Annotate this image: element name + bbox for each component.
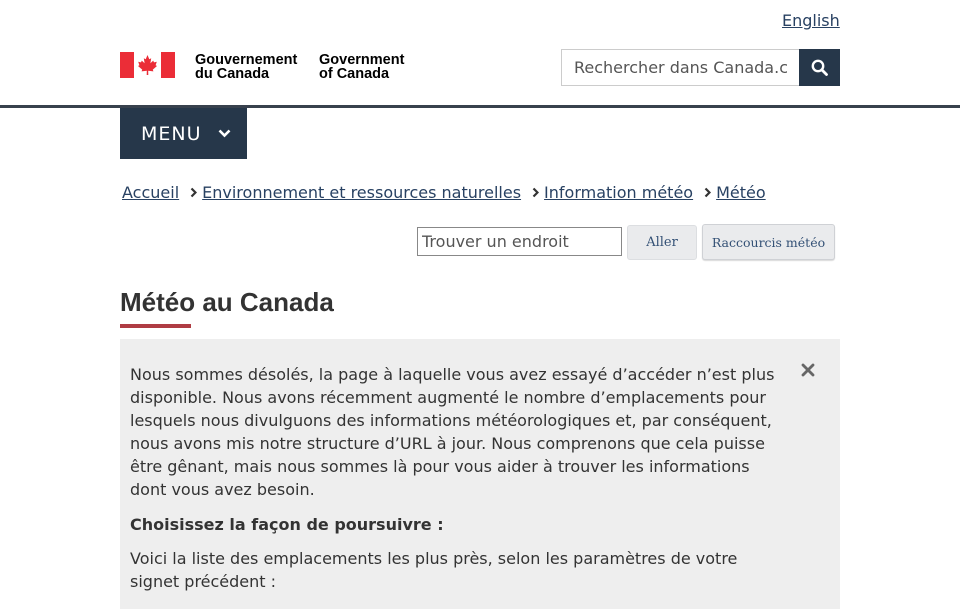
chevron-down-icon [218, 129, 231, 138]
site-search [561, 49, 840, 86]
breadcrumb-item [521, 183, 693, 202]
signature-fr-line2: du Canada [195, 66, 270, 82]
signature-en-line2: of Canada [319, 66, 390, 82]
search-icon [811, 59, 828, 76]
signature-fr-line1: Gouvernement [195, 52, 298, 68]
notice-message: Nous sommes désolés, la page à laquelle vous avez essayé d’accéder n’est plus disponible. Nous avons récemment augmenté le nombre d’emplacements pour lesquels nous divulguons des informations météorologiques et, par conséquent, nous avons mis notre structure d’URL à jour. Nous comprenons que cela puisse être gênant, mais nous sommes là pour vous aider à trouver les informations dont vous avez besoin. [130, 365, 775, 499]
breadcrumb-link-weather-info[interactable]: Information météo [544, 183, 694, 202]
breadcrumb-item [179, 183, 521, 202]
chevron-right-icon [704, 187, 711, 198]
title-underline [120, 324, 191, 328]
go-button[interactable]: Aller [627, 225, 697, 260]
close-button[interactable] [800, 361, 816, 379]
site-search-input[interactable] [561, 49, 799, 86]
location-search-input[interactable] [417, 227, 622, 256]
page-title: Météo au Canada [120, 287, 334, 317]
site-search-button[interactable] [799, 49, 840, 86]
language-toggle-link[interactable]: English [782, 11, 840, 30]
weather-shortcuts-button[interactable]: Raccourcis météo [702, 224, 835, 260]
breadcrumb-link-home[interactable]: Accueil [122, 183, 180, 202]
chevron-right-icon [532, 187, 539, 198]
breadcrumb-item [693, 183, 766, 202]
chevron-right-icon [190, 187, 197, 198]
breadcrumb [122, 183, 766, 202]
notice-locations-intro: Voici la liste des emplacements les plus près, selon les paramètres de votre signet précédent : [130, 549, 738, 591]
breadcrumb-link-environment[interactable]: Environnement et ressources naturelles [202, 183, 522, 202]
main-menu-button[interactable] [120, 108, 247, 159]
close-icon [801, 363, 815, 377]
government-signature[interactable] [120, 52, 405, 82]
breadcrumb-item [122, 183, 179, 202]
signature-french [195, 53, 297, 81]
canada-flag-icon [120, 52, 175, 78]
signature-english [319, 53, 404, 81]
signature-en-line1: Government [319, 52, 405, 68]
menu-label: MENU [141, 122, 202, 145]
notice-heading: Choisissez la façon de poursuivre : [130, 515, 444, 534]
breadcrumb-link-weather[interactable]: Météo [716, 183, 766, 202]
notice-panel [120, 339, 840, 609]
